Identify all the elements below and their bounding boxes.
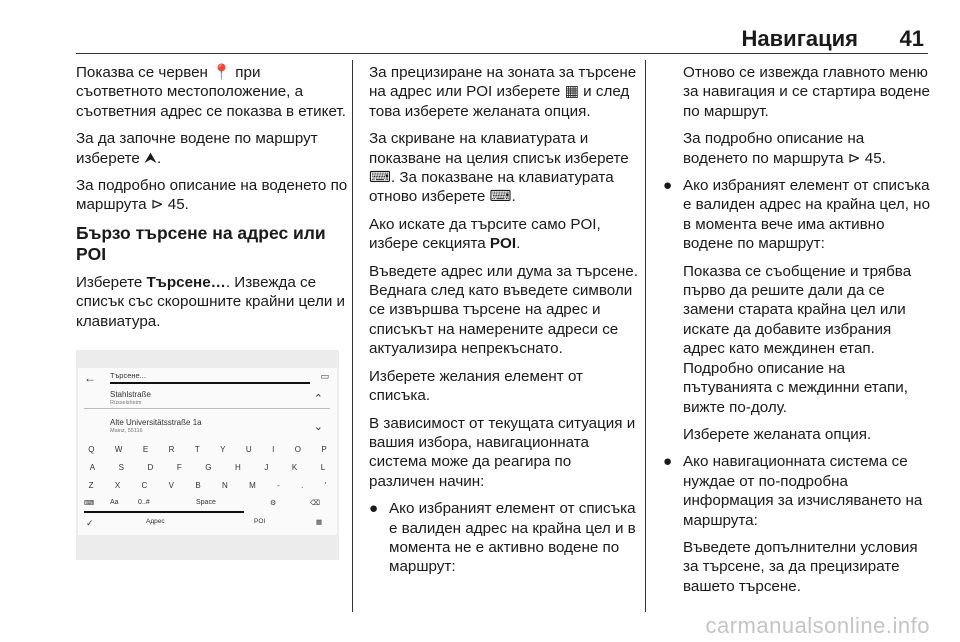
tab-poi[interactable]: POI (254, 518, 266, 525)
page-header (76, 26, 928, 51)
paragraph: Въведете допълнителни условия за търсене, за да прецизирате вашето търсене. (683, 538, 918, 595)
column-divider (352, 60, 353, 612)
paragraph: Ако искате да търсите само POI, избере секцията POI. (369, 215, 601, 253)
progress-line (84, 511, 244, 513)
tab-address[interactable]: Адрес (146, 518, 165, 525)
keyboard-key[interactable]: D (147, 463, 154, 472)
column-2 (369, 63, 641, 585)
grid-icon[interactable]: ▦ (316, 519, 323, 526)
keyboard-key[interactable]: M (249, 481, 256, 490)
keyboard-key[interactable]: S (118, 463, 124, 472)
keyboard-key[interactable]: Q (88, 445, 95, 454)
watermark: carmanualsonline.info (705, 613, 930, 638)
keyboard-key[interactable]: T (194, 445, 200, 454)
keyboard-key[interactable]: . (301, 481, 304, 490)
keyboard-key[interactable]: A (89, 463, 96, 472)
bullet-item: ● Ако избраният елемент от списъка е валиден адрес на крайна цел и в момента не е активно водене по маршрут: (369, 500, 636, 576)
search-screen (78, 368, 337, 535)
chevron-down-icon[interactable]: ⌄ (313, 421, 323, 433)
keyboard-key[interactable]: L (320, 463, 326, 472)
paragraph: Изберете Търсене…. Извежда се списък със скорошните крайни цели и клавиатура. (76, 273, 346, 330)
page-number: 41 (899, 26, 924, 51)
bullet-item: ● Ако навигационната система се нуждае от по-подробна информация за изчисляването на маршрута: (663, 453, 923, 529)
keyboard-toggle-icon[interactable]: ▭ (320, 371, 329, 381)
paragraph: За скриване на клавиатурата и показване на целия списък изберете ⌨. За показване на клавиатурата отново изберете ⌨. (369, 130, 629, 206)
paragraph: За да започне водене по маршрут изберете ⮝. (76, 130, 318, 167)
bullet-item: ● Ако избраният елемент от списъка е валиден адрес на крайна цел, но в момента вече има активно водене по маршрут: (663, 177, 931, 253)
paragraph: Показва се съобщение и трябва първо да решите дали да се замени старата крайна цел или искате да добавите избрания адрес като междинен етап. Подробно описание на пътуванията с междинни етапи, вижте по-долу. (683, 262, 912, 416)
result-item[interactable]: Stahlstraße Rüsselsheim (110, 390, 151, 406)
keyboard-key[interactable]: - (277, 481, 280, 490)
paragraph: Изберете желаната опция. (683, 425, 872, 443)
keyboard-key[interactable]: Y (220, 445, 226, 454)
numbers-key[interactable]: 0..# (138, 499, 150, 506)
column-divider (645, 60, 646, 612)
divider (84, 408, 330, 409)
check-icon[interactable]: ✓ (86, 518, 94, 528)
keyboard-row-3 (78, 481, 337, 490)
keyboard-key[interactable]: W (114, 445, 123, 454)
header-divider (76, 53, 928, 54)
backspace-icon[interactable]: ⌫ (310, 500, 320, 507)
result-item[interactable]: Alte Universitätsstraße 1a Mainz, 55116 (110, 418, 202, 434)
keyboard-row-1 (78, 445, 337, 454)
keyboard-key[interactable]: I (272, 445, 275, 454)
keyboard-key[interactable]: N (222, 481, 228, 490)
keyboard-key[interactable]: E (142, 445, 149, 454)
space-key[interactable]: Space (196, 499, 216, 506)
keyboard-key[interactable]: R (168, 445, 175, 454)
keyboard-key[interactable]: P (321, 445, 327, 454)
paragraph: За подробно описание на воденето по маршрута ⊳ 45. (76, 177, 348, 214)
keyboard-key[interactable]: Z (88, 481, 94, 490)
keyboard-key[interactable]: V (168, 481, 174, 490)
keyboard-key[interactable]: G (205, 463, 212, 472)
paragraph: За подробно описание на воденето по маршрута ⊳ 45. (683, 130, 886, 167)
screen-figure (76, 350, 339, 560)
arrow-left-icon[interactable]: ← (84, 371, 96, 385)
keyboard-key[interactable]: O (294, 445, 301, 454)
keyboard-row-2 (78, 463, 337, 472)
section-title: Навигация (741, 26, 858, 51)
paragraph: В зависимост от текущата ситуация и вашия избора, навигационната система може да реагира по различен начин: (369, 414, 636, 490)
paragraph: Отново се извежда главното меню за навигация и се стартира водене по маршрут. (683, 64, 930, 120)
keyboard-key[interactable]: J (264, 463, 269, 472)
keyboard-key[interactable]: C (141, 481, 148, 490)
keyboard-key[interactable]: K (291, 463, 298, 472)
search-input[interactable]: Търсене... (110, 371, 146, 380)
case-key[interactable]: Aa (110, 499, 119, 506)
keyboard-key[interactable]: H (235, 463, 241, 472)
options-icon[interactable]: ⚙ (270, 500, 277, 507)
column-3 (663, 63, 931, 604)
column-1 (76, 63, 348, 339)
keyboard-key[interactable]: ' (324, 481, 327, 490)
chevron-up-icon[interactable]: ⌃ (313, 393, 323, 405)
input-underline (110, 382, 310, 384)
section-heading: Бързо търсене на адрес или POI (76, 222, 326, 264)
keyboard-key[interactable]: F (176, 463, 182, 472)
keyboard-icon[interactable]: ⌨ (84, 500, 95, 507)
paragraph: Изберете желания елемент от списъка. (369, 367, 584, 405)
paragraph: Въведете адрес или дума за търсене. Веднага след като въведете символи се извършва търсене на адрес и списъкът на намерените адреси се актуализира непрекъснато. (369, 262, 638, 358)
paragraph: За прецизиране на зоната за търсене на адрес или POI изберете ▦ и след това изберете желаната опция. (369, 64, 637, 120)
keyboard-key[interactable]: B (195, 481, 201, 490)
paragraph: Показва се червен 📍 при съответното местоположение, а съответния адрес се показва в етикет. (76, 64, 346, 120)
keyboard-key[interactable]: X (114, 481, 121, 490)
keyboard-key[interactable]: U (245, 445, 252, 454)
